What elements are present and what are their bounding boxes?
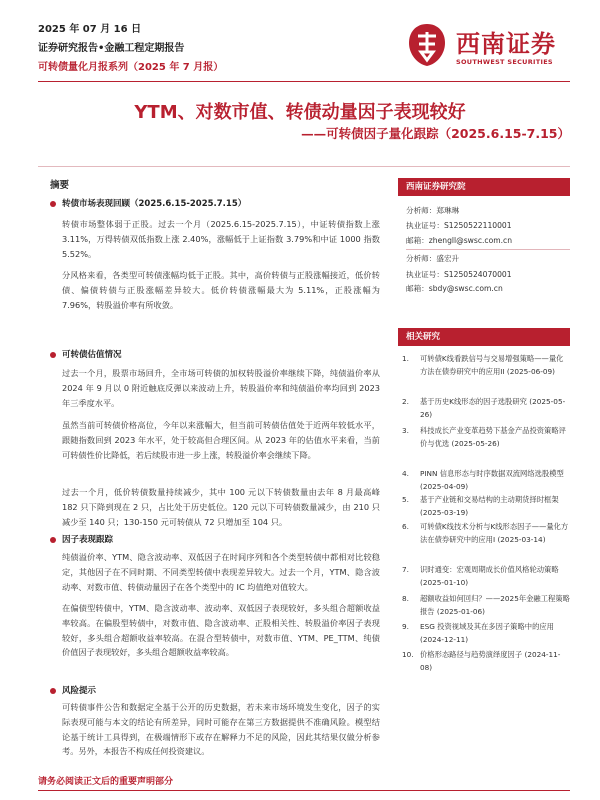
related-item-text: 超额收益如何回归？——2025年金融工程策略报告 (2025-01-06) — [420, 594, 570, 617]
paragraph: 虽然当前可转债价格高位，今年以来涨幅大，但当前可转债估值处于近两年较低水平，跟随指数回到 2023 年水平，处于较高但合理区间。从 2023 年的估值水平来看，当前可转债性价比降低，若后续股市进一步上涨，转股溢价率会继续下降。 — [62, 420, 380, 460]
related-item-text: 基于产业链和交易结构的主动期货择时框架 (2025-03-19) — [420, 495, 559, 518]
sidebar-institute-header: 西南证券研究院 — [398, 178, 570, 196]
related-item-number: 5. — [402, 495, 409, 504]
related-item-text: 可转债K线看跌信号与交易增强策略——量化方法在债券研究中的应用II (2025-06-09) — [420, 354, 564, 377]
bullet-icon — [50, 688, 56, 694]
page-title: YTM、对数市值、转债动量因子表现较好 — [134, 102, 466, 123]
related-item[interactable] — [402, 467, 570, 494]
related-item-text: 识时通变：宏观周期成长价值风格轮动策略 (2025-01-10) — [420, 565, 559, 588]
related-item[interactable] — [402, 352, 570, 379]
related-item[interactable] — [402, 424, 570, 451]
analyst-email[interactable]: 邮箱：sbdy@swsc.com.cn — [406, 284, 503, 293]
brand-name: 西南证券 — [456, 29, 556, 58]
related-item-number: 3. — [402, 426, 409, 435]
section-heading: 因子表现跟踪 — [62, 535, 114, 545]
related-item-number: 6. — [402, 522, 409, 531]
related-item-number: 8. — [402, 594, 409, 603]
report-date: 2025 年 07 月 16 日 — [38, 24, 142, 35]
section-heading: 风险提示 — [62, 686, 97, 696]
paragraph: 可转债事件公告和数据定全基于公开的历史数据，若未来市场环境发生变化，因子的实际表现可能与本文的结论有所差异，同时可能存在第三方数据提供不准确风险。模型结论基于统计工具得到，在极端情形下或存在解释力不足的风险，因此其结果仅做分析参考。另外，本报告不构成任何投资建议。 — [62, 702, 380, 757]
related-item[interactable] — [402, 493, 570, 520]
paragraph: 过去一个月，股票市场回升，全市场可转债的加权转股溢价率继续下降，纯债溢价率从 2024 年 9 月以 0 附近触底反弹以来波动上升，转股溢价率和纯债溢价率均回到 2023 年三季度水平。 — [62, 368, 380, 408]
paragraph: 转债市场整体弱于正股。过去一个月（2025.6.15-2025.7.15），中证转债指数上涨 3.11%，万得转债双低指数上涨 2.40%，涨幅低于上证指数 3.79%和中证 1000 指数 5.52%。 — [62, 219, 380, 259]
related-item[interactable] — [402, 620, 570, 647]
related-item[interactable] — [402, 648, 570, 675]
related-item-number: 10. — [402, 650, 414, 659]
section-heading: 转债市场表现回顾（2025.6.15-2025.7.15） — [62, 199, 247, 209]
related-item[interactable] — [402, 395, 570, 422]
analyst-license: 执业证号：S1250524070001 — [406, 270, 512, 279]
related-item-text: 价格形态路径与趋势演绎度因子 (2024-11-08) — [420, 650, 561, 673]
paragraph: 过去一个月，低价转债数量持续减少，其中 100 元以下转债数量由去年 8 月最高峰 182 只下降到现在 2 只，占比处于历史低位。120 元以下可转债数量减少，由 210 只减少至 140 只；130-150 元可转债从 72 只增加至 104 只。 — [62, 487, 380, 527]
paragraph: 纯债溢价率、YTM、隐含波动率、双低因子在时间序列和各个类型转债中都相对比较稳定，其他因子在不同时期、不同类型转债中表现差异较大。过去一个月，YTM、隐含波动率、对数市值、转债动量因子在各个类型中的 IC 均值绝对值较大。 — [62, 552, 380, 592]
paragraph: 在偏债型转债中，YTM、隐含波动率、波动率、双低因子表现较好，多头组合超额收益率较高。在偏股型转债中，对数市值、隐含波动率、正股相关性、转股溢价率因子表现较好，多头组合超额收益率较高。在混合型转债中，对数市值、YTM、PE_TTM、纯债价值因子表现较好，多头组合超额收益率较高。 — [62, 603, 380, 658]
brand-name-en: SOUTHWEST SECURITIES — [456, 58, 553, 66]
report-type: 证券研究报告•金融工程定期报告 — [38, 43, 185, 54]
related-item-number: 9. — [402, 622, 409, 631]
related-item[interactable] — [402, 520, 570, 547]
analyst-name: 分析师：郑琳琳 — [406, 206, 460, 215]
related-item-text: 可转债K线技术分析与K线形态因子——量化方法在债券研究中的应用I (2025-03-14) — [420, 522, 569, 545]
bullet-icon — [50, 352, 56, 358]
related-item[interactable] — [402, 592, 570, 619]
bullet-icon — [50, 201, 56, 207]
related-item-text: ESG 投资视域及其在多因子策略中的应用 (2024-12-11) — [420, 622, 554, 645]
related-item-text: 基于历史K线形态的因子选股研究 (2025-05-26) — [420, 397, 566, 420]
abstract-label: 摘要 — [50, 180, 70, 191]
related-item-number: 7. — [402, 565, 409, 574]
related-item[interactable] — [402, 563, 570, 590]
related-item-number: 1. — [402, 354, 409, 363]
title-divider — [38, 166, 570, 167]
related-research-header: 相关研究 — [398, 328, 570, 346]
footer-disclaimer: 请务必阅读正文后的重要声明部分 — [38, 777, 174, 787]
section-heading: 可转债估值情况 — [62, 350, 122, 360]
related-item-text: 科技成长产业变革趋势下基金产品投资策略评价与优选 (2025-05-26) — [420, 426, 566, 449]
paragraph: 分风格来看，各类型可转债涨幅均低于正股。其中，高价转债与正股涨幅接近，低价转债、偏债转债与正股涨幅差异较大。低价转债涨幅最大为 5.11%，正股涨幅为 7.96%，转股溢价率有所收敛。 — [62, 270, 380, 310]
page-subtitle: ——可转债因子量化跟踪（2025.6.15-7.15） — [301, 126, 570, 141]
report-series: 可转债量化月报系列（2025 年 7 月报） — [38, 62, 224, 73]
header-divider — [38, 81, 570, 82]
analyst-name: 分析师：盛宏升 — [406, 254, 460, 263]
related-item-text: PINN 信息形态与时序数据双流网络选股模型 (2025-04-09) — [420, 469, 564, 492]
related-item-number: 2. — [402, 397, 409, 406]
footer-divider — [38, 790, 570, 791]
brand-logo-icon — [406, 22, 448, 68]
bullet-icon — [50, 537, 56, 543]
analyst-email[interactable]: 邮箱：zhengll@swsc.com.cn — [406, 236, 513, 245]
analyst-license: 执业证号：S1250522110001 — [406, 221, 512, 230]
related-item-number: 4. — [402, 469, 409, 478]
sidebar-divider — [406, 249, 570, 250]
